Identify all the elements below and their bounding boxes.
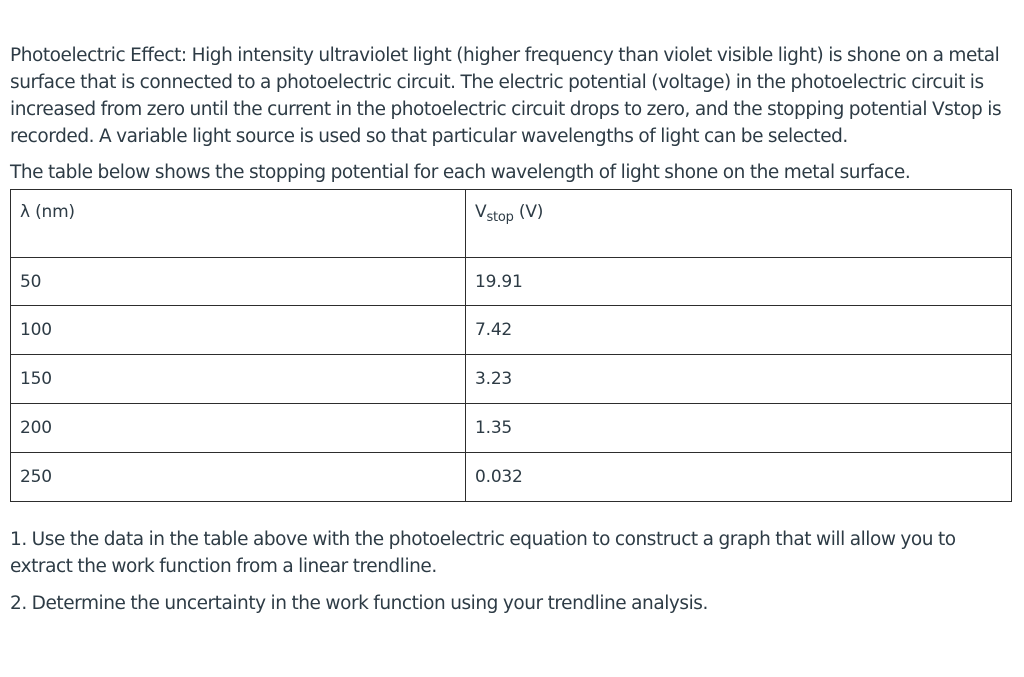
header-vstop-unit: (V) — [513, 202, 544, 222]
header-wavelength: λ (nm) — [11, 190, 466, 258]
cell-vstop: 0.032 — [466, 453, 1012, 502]
table-header-row — [11, 190, 1012, 258]
cell-vstop: 3.23 — [466, 355, 1012, 404]
table-row — [11, 453, 1012, 502]
header-vstop-symbol: V — [475, 202, 487, 222]
question-2: 2. Determine the uncertainty in the work function using your trendline analysis. — [10, 593, 708, 614]
cell-vstop: 1.35 — [466, 404, 1012, 453]
header-vstop — [466, 190, 1012, 258]
cell-wavelength: 150 — [11, 355, 466, 404]
cell-wavelength: 250 — [11, 453, 466, 502]
table-row — [11, 404, 1012, 453]
table-row — [11, 306, 1012, 355]
header-vstop-subscript: stop — [486, 210, 514, 225]
cell-vstop: 19.91 — [466, 258, 1012, 306]
table-lead-paragraph: The table below shows the stopping potential for each wavelength of light shone on the metal surface. — [10, 162, 911, 183]
cell-wavelength: 100 — [11, 306, 466, 355]
question-1: 1. Use the data in the table above with the photoelectric equation to construct a graph that will allow you to extract the work function from a linear trendline. — [10, 529, 956, 577]
stopping-potential-table — [10, 189, 1012, 502]
table-row — [11, 355, 1012, 404]
cell-vstop: 7.42 — [466, 306, 1012, 355]
table-row — [11, 258, 1012, 306]
cell-wavelength: 200 — [11, 404, 466, 453]
document-content — [10, 42, 1016, 617]
intro-paragraph: Photoelectric Effect: High intensity ultraviolet light (higher frequency than violet visible light) is shone on a metal surface that is connected to a photoelectric circuit. The electric potential (voltage) in the photoelectric circuit is increased from zero until the current in the photoelectric circuit drops to zero, and the stopping potential Vstop is recorded. A variable light source is used so that particular wavelengths of light can be selected. — [10, 45, 1002, 147]
cell-wavelength: 50 — [11, 258, 466, 306]
